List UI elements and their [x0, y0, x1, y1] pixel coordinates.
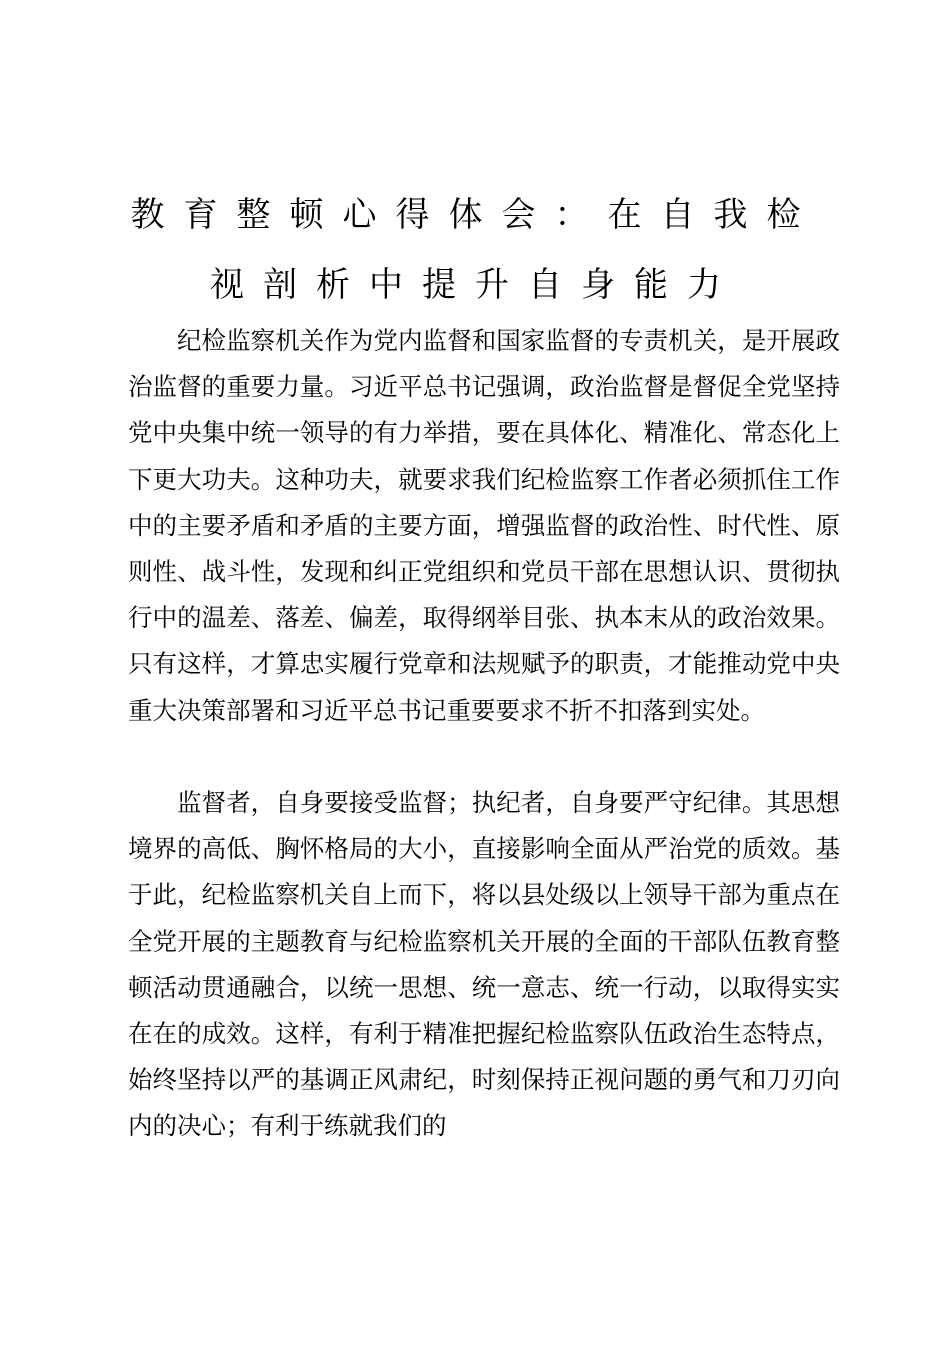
- body-paragraph-1: 纪检监察机关作为党内监督和国家监督的专责机关，是开展政治监督的重要力量。习近平总书记强调，政治监督是督促全党坚持党中央集中统一领导的有力举措，要在具体化、精准化、常态化上下更大功夫。这种功夫，就要求我们纪检监察工作者必须抓住工作中的主要矛盾和矛盾的主要方面，增强监督的政治性、时代性、原则性、战斗性，发现和纠正党组织和党员干部在思想认识、贯彻执行中的温差、落差、偏差，取得纲举目张、执本末从的政治效果。只有这样，才算忠实履行党章和法规赋予的职责，才能推动党中央重大决策部署和习近平总书记重要要求不折不扣落到实处。: [128, 326, 840, 725]
- title-line-1: 教育整顿心得体会：在自我检: [130, 195, 820, 235]
- title-line-2: 视剖析中提升自身能力: [210, 265, 740, 305]
- body-paragraph-2: 监督者，自身要接受监督；执纪者，自身要严守纪律。其思想境界的高低、胸怀格局的大小，直接影响全面从严治党的质效。基于此，纪检监察机关自上而下，将以县处级以上领导干部为重点在全党开展的主题教育与纪检监察机关开展的全面的干部队伍教育整顿活动贯通融合，以统一思想、统一意志、统一行动，以取得实实在在的成效。这样，有利于精准把握纪检监察队伍政治生态特点，始终坚持以严的基调正风肃纪，时刻保持正视问题的勇气和刀刃向内的决心；有利于练就我们的: [128, 788, 840, 1141]
